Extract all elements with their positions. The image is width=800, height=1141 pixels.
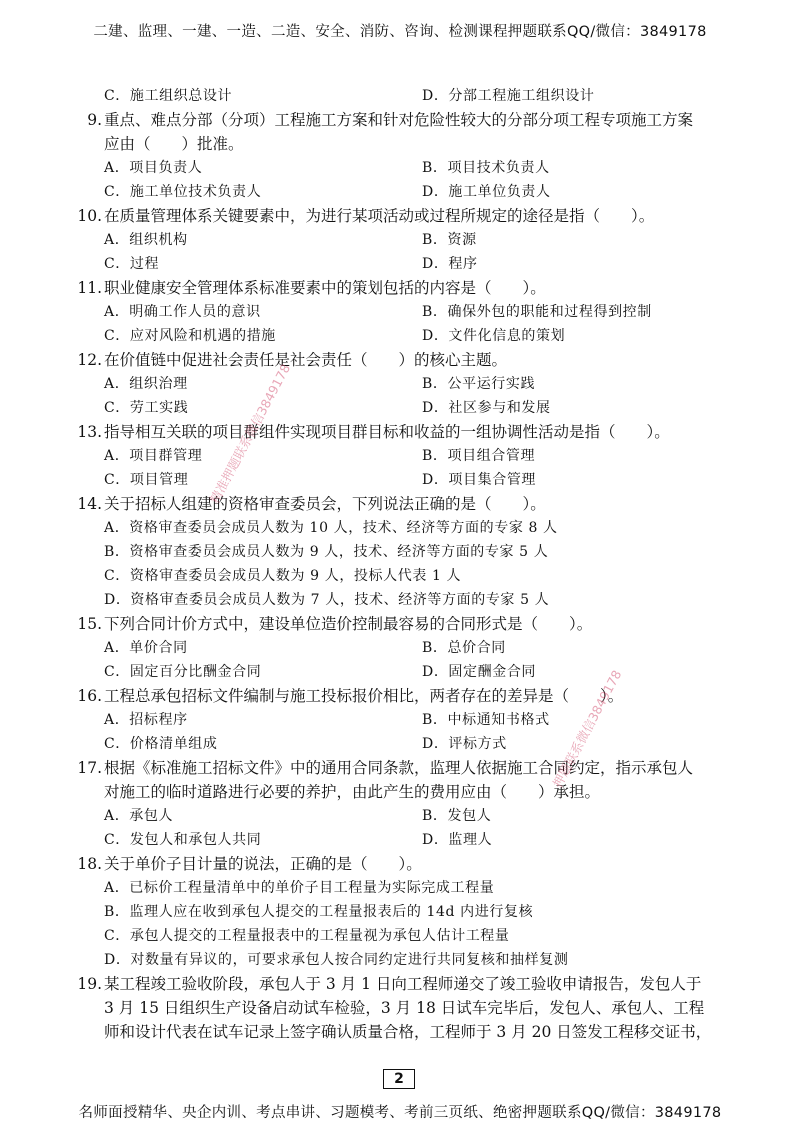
option: B．项目组合管理 [422, 448, 536, 464]
option: D．评标方式 [422, 736, 507, 752]
question-number: 14. [77, 495, 102, 513]
option-row [104, 900, 744, 924]
option: C．资格审查委员会成员人数为 9 人，投标人代表 1 人 [104, 568, 462, 584]
question-number: 16. [77, 687, 102, 705]
option: C．承包人提交的工程量报表中的工程量视为承包人估计工程量 [104, 928, 510, 944]
question-number: 15. [77, 615, 102, 633]
question-line: 9. 重点、难点分部（分项）工程施工方案和针对危险性较大的分部分项工程专项施工方案 [104, 108, 744, 132]
option: B．监理人应在收到承包人提交的工程量报表后的 14d 内进行复核 [104, 904, 534, 920]
option-row [104, 444, 744, 468]
option-row [104, 516, 744, 540]
option-row [104, 732, 744, 756]
option: D．社区参与和发展 [422, 400, 551, 416]
option: A．已标价工程量清单中的单价子目工程量为实际完成工程量 [104, 880, 495, 896]
option: B．项目技术负责人 [422, 160, 550, 176]
page-header: 二建、监理、一建、一造、二造、安全、消防、咨询、检测课程押题联系QQ/微信：3849178 [93, 24, 707, 40]
option: A．项目负责人 [104, 160, 203, 176]
question-number: 13. [77, 423, 102, 441]
option: B．总价合同 [422, 640, 506, 656]
question-list [77, 84, 744, 1044]
option-row [104, 708, 744, 732]
option-row [104, 396, 744, 420]
option-row [104, 588, 744, 612]
option-row [104, 804, 744, 828]
question-line: 13. 指导相互关联的项目群组件实现项目群目标和收益的一组协调性活动是指（ ）。 [104, 420, 744, 444]
option: A．组织机构 [104, 232, 188, 248]
question-number: 17. [77, 759, 102, 777]
question-number: 19. [77, 975, 102, 993]
question-number: 9. [87, 111, 102, 129]
question-number: 11. [77, 279, 102, 297]
question-number: 10. [77, 207, 102, 225]
option: C．劳工实践 [104, 400, 189, 416]
option-row [104, 876, 744, 900]
watermark: 精准押题联系微信3849178 [206, 361, 294, 506]
option: A．单价合同 [104, 640, 188, 656]
question-line: 师和设计代表在试车记录上签字确认质量合格，工程师于 3 月 20 日签发工程移交证书， [104, 1023, 712, 1041]
option-row [104, 564, 744, 588]
option-row [104, 468, 744, 492]
question-number: 18. [77, 855, 102, 873]
option-row [104, 228, 744, 252]
option: C．项目管理 [104, 472, 189, 488]
option: C．施工组织总设计 [104, 88, 233, 104]
option: C．固定百分比酬金合同 [104, 664, 262, 680]
option: B．中标通知书格式 [422, 712, 550, 728]
option-row [104, 660, 744, 684]
page-footer: 名师面授精华、央企内训、考点串讲、习题模考、考前三页纸、绝密押题联系QQ/微信：3849178 [78, 1105, 722, 1121]
option: D．文件化信息的策划 [422, 328, 566, 344]
question-line: 应由（ ）批准。 [104, 135, 244, 153]
option-row [104, 948, 744, 972]
option: D．施工单位负责人 [422, 184, 551, 200]
option: B．发包人 [422, 808, 492, 824]
question-line: 17. 根据《标准施工招标文件》中的通用合同条款，监理人依据施工合同约定，指示承包人 [104, 756, 744, 780]
question-line: 3 月 15 日组织生产设备启动试车检验，3 月 18 日试车完毕后，发包人、承包人、工程 [104, 999, 705, 1017]
option-row [104, 372, 744, 396]
question-line: 16. 工程总承包招标文件编制与施工投标报价相比，两者存在的差异是（ ）。 [104, 684, 744, 708]
question-line: 11. 职业健康安全管理体系标准要素中的策划包括的内容是（ ）。 [104, 276, 744, 300]
page-number: 2 [383, 1069, 415, 1089]
option: D．监理人 [422, 832, 493, 848]
option: A．承包人 [104, 808, 174, 824]
option: B．公平运行实践 [422, 376, 536, 392]
option-row [104, 252, 744, 276]
option: D．固定酬金合同 [422, 664, 537, 680]
option-row [104, 540, 744, 564]
option: C．施工单位技术负责人 [104, 184, 262, 200]
option: C．发包人和承包人共同 [104, 832, 262, 848]
option-row [104, 156, 744, 180]
option: D．程序 [422, 256, 478, 272]
option-row [104, 300, 744, 324]
question-line: 15. 下列合同计价方式中，建设单位造价控制最容易的合同形式是（ ）。 [104, 612, 744, 636]
option: B．资格审查委员会成员人数为 9 人，技术、经济等方面的专家 5 人 [104, 544, 549, 560]
option: D．项目集合管理 [422, 472, 537, 488]
option: B．资源 [422, 232, 477, 248]
option-row [104, 84, 744, 108]
option: C．过程 [104, 256, 160, 272]
option: A．资格审查委员会成员人数为 10 人，技术、经济等方面的专家 8 人 [104, 520, 558, 536]
option: B．确保外包的职能和过程得到控制 [422, 304, 652, 320]
question-line: 对施工的临时道路进行必要的养护，由此产生的费用应由（ ）承担。 [104, 783, 601, 801]
option: A．明确工作人员的意识 [104, 304, 261, 320]
option: D．分部工程施工组织设计 [422, 88, 595, 104]
option: C．价格清单组成 [104, 736, 218, 752]
option-row [104, 180, 744, 204]
question-line: 19. 某工程竣工验收阶段，承包人于 3 月 1 日向工程师递交了竣工验收申请报告，发包人于 [104, 972, 744, 996]
question-line: 12. 在价值链中促进社会责任是社会责任（ ）的核心主题。 [104, 348, 744, 372]
option-row [104, 636, 744, 660]
question-number: 12. [77, 351, 102, 369]
option: C．应对风险和机遇的措施 [104, 328, 276, 344]
option: A．组织治理 [104, 376, 188, 392]
option: A．项目群管理 [104, 448, 203, 464]
question-line: 14. 关于招标人组建的资格审查委员会，下列说法正确的是（ ）。 [104, 492, 744, 516]
option-row [104, 924, 744, 948]
option: D．资格审查委员会成员人数为 7 人，技术、经济等方面的专家 5 人 [104, 592, 550, 608]
option-row [104, 828, 744, 852]
question-line: 10. 在质量管理体系关键要素中，为进行某项活动或过程所规定的途径是指（ ）。 [104, 204, 744, 228]
option: A．招标程序 [104, 712, 188, 728]
option-row [104, 324, 744, 348]
watermark: 押题联系微信3849178 [549, 667, 625, 790]
question-line: 18. 关于单价子目计量的说法，正确的是（ ）。 [104, 852, 744, 876]
option: D．对数量有异议的，可要求承包人按合同约定进行共同复核和抽样复测 [104, 952, 569, 968]
